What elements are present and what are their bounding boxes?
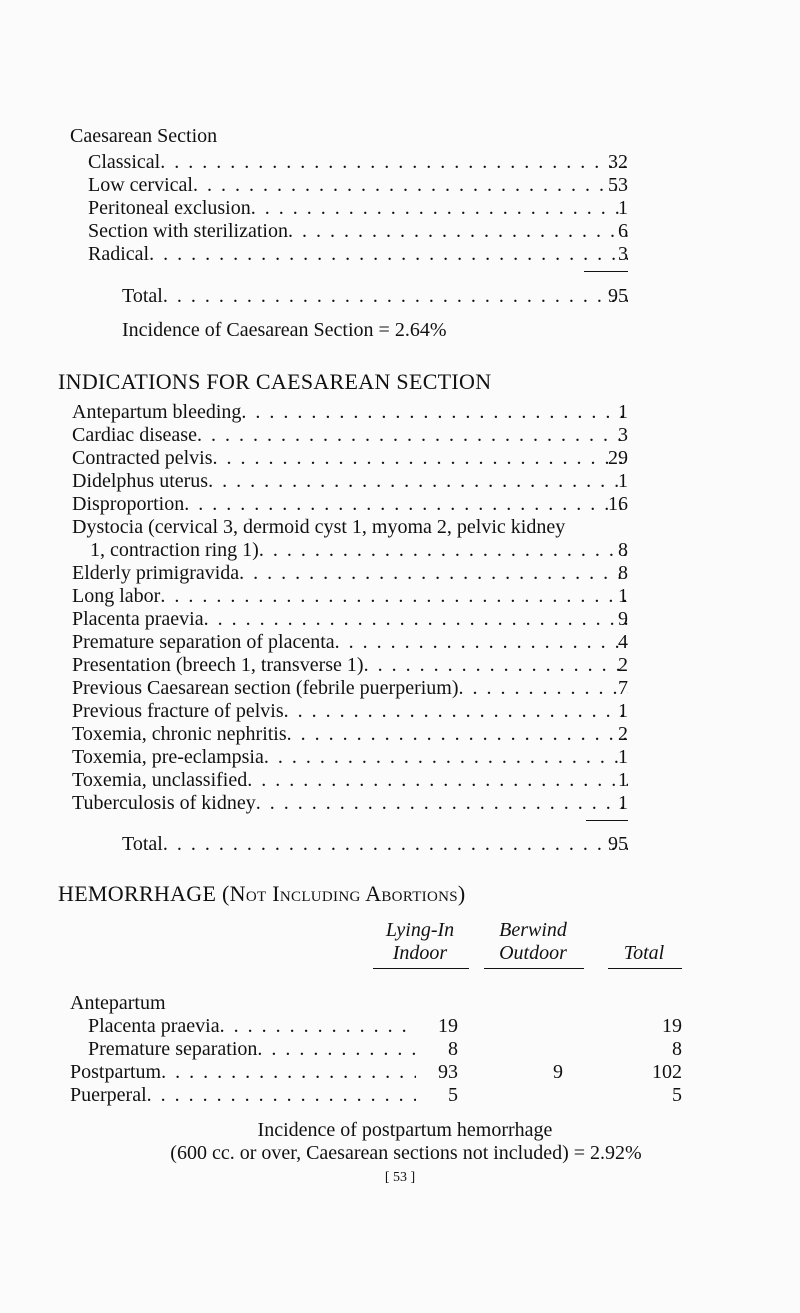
incidence-caesarean: Incidence of Caesarean Section = 2.64% xyxy=(122,319,447,341)
row-value: 16 xyxy=(608,493,628,515)
total-value: 95 xyxy=(608,833,628,855)
col-rule-indoor xyxy=(373,968,469,969)
hemorrhage-title-paren: (Not Including Abortions) xyxy=(222,881,466,906)
caesarean-title: Caesarean Section xyxy=(70,125,218,147)
row-label: Low cervical xyxy=(88,174,193,196)
list-item xyxy=(72,584,628,608)
list-item xyxy=(72,469,628,493)
row-value: 32 xyxy=(608,151,628,173)
row-label: Tuberculosis of kidney xyxy=(72,792,256,814)
row-label: Toxemia, pre-eclampsia xyxy=(72,746,264,768)
row-value: 3 xyxy=(618,243,628,265)
row-label: Postpartum xyxy=(70,1061,162,1083)
cell-total: 19 xyxy=(662,1015,682,1037)
col-head-outdoor-2: Outdoor xyxy=(499,942,567,964)
list-item xyxy=(72,423,628,447)
row-value: 29 xyxy=(608,447,628,469)
incidence-hemorrhage-1: Incidence of postpartum hemorrhage xyxy=(257,1119,553,1141)
cell-indoor: 19 xyxy=(438,1015,458,1037)
row-label: Peritoneal exclusion xyxy=(88,197,251,219)
total-label: Total xyxy=(122,833,163,855)
row-label: Didelphus uterus xyxy=(72,470,209,492)
row-label: 1, contraction ring 1) xyxy=(90,539,259,561)
cell-indoor: 93 xyxy=(438,1061,458,1083)
total-row xyxy=(122,284,628,308)
col-head-indoor-2: Indoor xyxy=(392,942,448,964)
row-label: Placenta praevia xyxy=(72,608,204,630)
row-value: 53 xyxy=(608,174,628,196)
row-value: 9 xyxy=(618,608,628,630)
row-label: Previous fracture of pelvis xyxy=(72,700,284,722)
list-item xyxy=(72,791,628,815)
list-item xyxy=(72,699,628,723)
row-value: 8 xyxy=(618,562,628,584)
list-item xyxy=(72,492,628,516)
row-value: 4 xyxy=(618,631,628,653)
list-item xyxy=(72,676,628,700)
row-value: 1 xyxy=(618,197,628,219)
row-label: Long labor xyxy=(72,585,161,607)
total-rule xyxy=(586,820,628,821)
list-item xyxy=(72,607,628,631)
cell-total: 5 xyxy=(672,1084,682,1106)
row-value: 7 xyxy=(618,677,628,699)
table-row xyxy=(88,1037,416,1061)
incidence-hemorrhage-2: (600 cc. or over, Caesarean sections not included) = 2.92% xyxy=(170,1142,642,1164)
row-value: 1 xyxy=(618,401,628,423)
row-label: Radical xyxy=(88,243,150,265)
row-value: 1 xyxy=(618,700,628,722)
row-label: Premature separation xyxy=(88,1038,258,1060)
cell-total: 102 xyxy=(652,1061,682,1083)
row-label: Cardiac disease xyxy=(72,424,197,446)
col-rule-total xyxy=(608,968,682,969)
page-number: [ 53 ] xyxy=(384,1170,416,1185)
row-value: 8 xyxy=(618,539,628,561)
indications-title: INDICATIONS FOR CAESAREAN SECTION xyxy=(58,369,492,394)
list-item xyxy=(72,446,628,470)
row-label: Contracted pelvis xyxy=(72,447,213,469)
total-value: 95 xyxy=(608,285,628,307)
row-label: Toxemia, unclassified xyxy=(72,769,248,791)
list-item-text: Dystocia (cervical 3, dermoid cyst 1, myoma 2, pelvic kidney xyxy=(72,516,566,538)
group-label-antepartum: Antepartum xyxy=(70,992,166,1014)
row-value: 6 xyxy=(618,220,628,242)
row-label: Puerperal xyxy=(70,1084,147,1106)
table-row xyxy=(70,1083,416,1107)
table-row xyxy=(70,1060,416,1084)
row-label: Premature separation of placenta xyxy=(72,631,335,653)
row-label: Placenta praevia xyxy=(88,1015,220,1037)
total-row xyxy=(122,832,628,856)
cell-outdoor: 9 xyxy=(553,1061,563,1083)
cell-indoor: 8 xyxy=(448,1038,458,1060)
list-item xyxy=(88,219,628,243)
list-item xyxy=(88,242,628,266)
list-item xyxy=(72,400,628,424)
col-head-indoor-1: Lying-In xyxy=(385,919,455,941)
list-item xyxy=(72,768,628,792)
list-item xyxy=(88,196,628,220)
row-label: Toxemia, chronic nephritis xyxy=(72,723,287,745)
col-rule-outdoor xyxy=(484,968,584,969)
row-value: 1 xyxy=(618,769,628,791)
hemorrhage-title-main: HEMORRHAGE xyxy=(58,881,217,906)
row-value: 1 xyxy=(618,470,628,492)
list-item xyxy=(72,745,628,769)
row-label: Presentation (breech 1, transverse 1) xyxy=(72,654,364,676)
row-value: 1 xyxy=(618,585,628,607)
list-item xyxy=(72,630,628,654)
row-value: 1 xyxy=(618,746,628,768)
row-label: Previous Caesarean section (febrile puerperium) xyxy=(72,677,459,699)
col-head-total: Total xyxy=(623,942,665,964)
list-item xyxy=(72,653,628,677)
hemorrhage-title xyxy=(58,882,466,906)
row-value: 1 xyxy=(618,792,628,814)
row-value: 2 xyxy=(618,723,628,745)
row-label: Antepartum bleeding xyxy=(72,401,242,423)
total-rule xyxy=(584,271,628,272)
row-label: Disproportion xyxy=(72,493,185,515)
list-item xyxy=(72,722,628,746)
col-head-outdoor-1: Berwind xyxy=(499,919,567,941)
total-label: Total xyxy=(122,285,163,307)
table-row xyxy=(88,1014,416,1038)
list-item xyxy=(90,538,628,562)
row-label: Elderly primigravida xyxy=(72,562,240,584)
row-label: Section with sterilization xyxy=(88,220,288,242)
row-value: 2 xyxy=(618,654,628,676)
cell-indoor: 5 xyxy=(448,1084,458,1106)
row-value: 3 xyxy=(618,424,628,446)
cell-total: 8 xyxy=(672,1038,682,1060)
list-item xyxy=(88,150,628,174)
list-item xyxy=(88,173,628,197)
row-label: Classical xyxy=(88,151,161,173)
list-item xyxy=(72,561,628,585)
